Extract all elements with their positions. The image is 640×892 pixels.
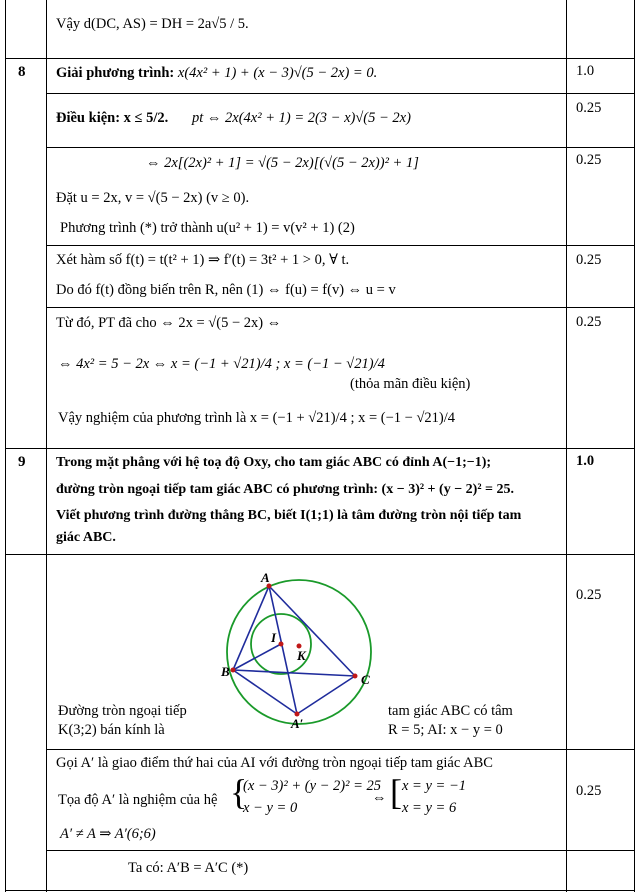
q8-row4-score: 0.25 xyxy=(576,314,602,330)
q8-row1-score: 0.25 xyxy=(576,100,602,116)
q8-row3-line2: Do đó f(t) đồng biến trên R, nên (1) ⇔ f(u) = f(v) ⇔ u = v xyxy=(56,282,396,298)
q8-number: 8 xyxy=(18,64,26,80)
q8-row4-line1: Từ đó, PT đã cho ⇔ 2x = √(5 − 2x) ⇔ xyxy=(56,315,282,331)
label-B: B xyxy=(221,664,230,679)
q8-row4-line3: Vậy nghiệm của phương trình là x = (−1 + √21)/4 ; x = (−1 − √21)/4 xyxy=(58,410,456,426)
system1-eq2: x − y = 0 xyxy=(243,800,298,816)
q9-row2-line1: Gọi A′ là giao điểm thứ hai của AI với đường tròn ngoại tiếp tam giác ABC xyxy=(56,755,493,771)
q8-row2-eq: ⇔ 2x[(2x)² + 1] = √(5 − 2x)[(√(5 − 2x))² + 1] xyxy=(146,155,419,171)
left-bracket: [ xyxy=(390,772,402,812)
system1-eq1: (x − 3)² + (y − 2)² = 25 xyxy=(243,778,382,794)
q9-caption-right2: R = 5; AI: x − y = 0 xyxy=(388,722,503,738)
q8-row3-line1: Xét hàm số f(t) = t(t² + 1) ⇒ f′(t) = 3t² + 1 > 0, ∀ t. xyxy=(56,252,350,268)
q9-row2-line2-label: Tọa độ A′ là nghiệm của hệ xyxy=(58,792,218,808)
q9-problem-line2: đường tròn ngoại tiếp tam giác ABC có phương trình: (x − 3)² + (y − 2)² = 25. xyxy=(56,482,515,497)
label-K: K xyxy=(297,648,306,663)
label-A-prime: A′ xyxy=(291,716,304,730)
q8-row4-line2: ⇔ 4x² = 5 − 2x ⇔ x = (−1 + √21)/4 ; x = (−1 − √21)/4 xyxy=(58,356,385,372)
q9-row3-line1: Ta có: A′B = A′C (*) xyxy=(128,860,249,876)
label-I: I xyxy=(271,630,277,645)
q8-problem: Giải phương trình: x(4x² + 1) + (x − 3)√(5 − 2x) = 0. xyxy=(56,65,378,81)
label-A: A xyxy=(261,570,270,585)
q9-row2-line3: A′ ≠ A ⇒ A′(6;6) xyxy=(60,826,156,842)
equivalence-arrow: ⇔ xyxy=(372,790,387,806)
q8-total-score: 1.0 xyxy=(576,63,595,79)
q7-conclusion: Vậy d(DC, AS) = DH = 2a√5 / 5. xyxy=(56,16,249,32)
label-C: C xyxy=(361,672,370,687)
q8-condition: Điều kiện: x ≤ 5/2. xyxy=(56,110,169,126)
q9-number: 9 xyxy=(18,454,26,470)
q9-caption-right1: tam giác ABC có tâm xyxy=(388,703,513,719)
q8-row4-note: (thỏa mãn điều kiện) xyxy=(350,376,471,392)
q9-problem-line1: Trong mặt phẳng với hệ toạ độ Oxy, cho tam giác ABC có đỉnh A(−1;−1); xyxy=(56,455,492,470)
q9-total-score: 1.0 xyxy=(576,453,595,469)
q9-problem-line3: Viết phương trình đường thẳng BC, biết I(1;1) là tâm đường tròn nội tiếp tam xyxy=(56,508,522,523)
q8-row3-score: 0.25 xyxy=(576,252,602,268)
triangle-circle-figure xyxy=(215,568,385,730)
q8-row2-line3: Phương trình (*) trở thành u(u² + 1) = v(v² + 1) (2) xyxy=(60,220,355,236)
q9-caption-left1: Đường tròn ngoại tiếp xyxy=(58,703,187,719)
left-brace: { xyxy=(230,772,248,812)
q9-caption-left2: K(3;2) bán kính là xyxy=(58,722,165,738)
system2-eq2: x = y = 6 xyxy=(402,800,457,816)
q8-row2-sub: Đặt u = 2x, v = √(5 − 2x) (v ≥ 0). xyxy=(56,190,250,206)
q9-row2-score: 0.25 xyxy=(576,783,602,799)
q9-problem-line4: giác ABC. xyxy=(56,530,116,545)
q8-row2-score: 0.25 xyxy=(576,152,602,168)
q9-figure-score: 0.25 xyxy=(576,587,602,603)
q8-row1-eq: pt ⇔ 2x(4x² + 1) = 2(3 − x)√(5 − 2x) xyxy=(192,110,411,126)
system2-eq1: x = y = −1 xyxy=(402,778,466,794)
